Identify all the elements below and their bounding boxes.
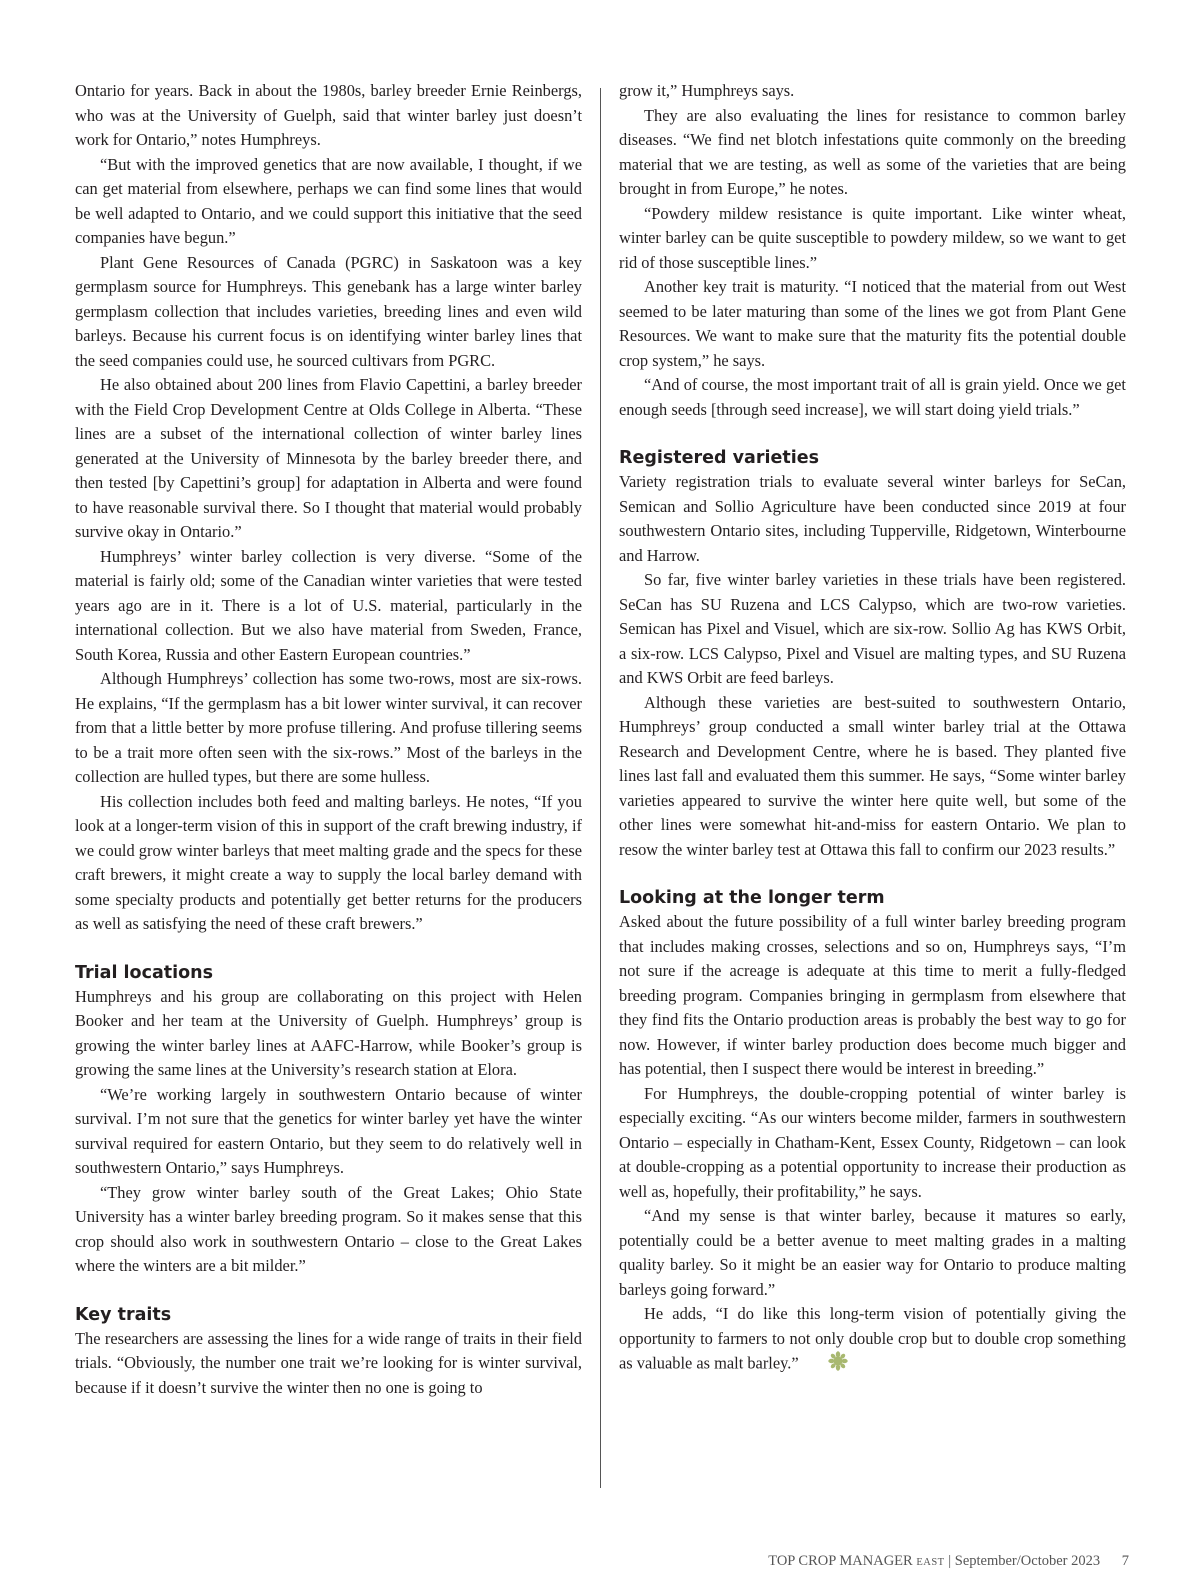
left-paragraphs-1 — [75, 79, 582, 937]
article-paragraph: Asked about the future possibility of a full winter barley breeding program that includes making crosses, selections and so on, Humphreys says, “I’m not sure if the acreage is adequate at this time to merit a fully-fledged breeding program. Companies bringing in germplasm from elsewhere that they find fits the Ontario production areas is probably the best way to go for now. However, if winter barley production does become much bigger and has potential, then I suspect there would be interest in breeding.” — [619, 912, 1126, 1078]
article-paragraph: “And of course, the most important trait of all is grain yield. Once we get enough seeds [through seed increase], we will start doing yield trials.” — [619, 375, 1126, 419]
last-paragraph-text: He adds, “I do like this long-term vision of potentially giving the opportunity to farmers to not only double crop but to double crop something as valuable as malt barley.” — [619, 1304, 1126, 1373]
heading-trial-locations: Trial locations — [75, 962, 214, 983]
leaf-end-mark-icon — [803, 1351, 848, 1379]
heading-registered-varieties: Registered varieties — [619, 448, 820, 468]
article-paragraph: Although Humphreys’ collection has some two-rows, most are six-rows. He explains, “If the germplasm has a bit lower winter survival, it can recover from that a little better by more profuse tillering. And profuse tillering seems to be a trait more often seen with the six-rows.” Most of the barleys in the collection are hulled types, but there are some hulless. — [75, 669, 582, 786]
article-paragraph: Humphreys and his group are collaborating on this project with Helen Booker and her team at the University of Guelph. Humphreys’ group is growing the winter barley lines at AAFC-Harrow, while Booker’s group is growing the same lines at the University’s research station at Elora. — [75, 986, 582, 1079]
article-paragraph-last — [619, 1302, 1126, 1379]
article-paragraph: The researchers are assessing the lines for a wide range of traits in their field trials. “Obviously, the number one trait we’re looking for is winter survival, because if it doesn’t survive the winter then no one is going to — [75, 1328, 582, 1397]
article-paragraph: “But with the improved genetics that are now available, I thought, if we can get material from elsewhere, perhaps we can find some lines that would be well adapted to Ontario, and we could support this initiative that the seed companies have begun.” — [75, 154, 582, 247]
left-column — [75, 79, 582, 1400]
article-paragraph: Another key trait is maturity. “I noticed that the material from out West seemed to be later maturing than some of the lines we got from Plant Gene Resources. We want to make sure that the maturity fits the potential double crop system,” he says. — [619, 277, 1126, 370]
article-paragraph: Humphreys’ winter barley collection is very diverse. “Some of the material is fairly old; some of the Canadian winter varieties that were tested years ago are in it. There is a lot of U.S. material, particularly in the international collection. But we also have material from Sweden, France, South Korea, Russia and other Eastern European countries.” — [75, 546, 582, 664]
footer-separator: | — [948, 1553, 952, 1569]
heading-key-traits: Key traits — [75, 1304, 172, 1325]
article-paragraph: So far, five winter barley varieties in these trials have been registered. SeCan has SU Ruzena and LCS Calypso, which are two-row varieties. Semican has Pixel and Visuel, which are six-row. Sollio Ag has KWS Orbit, a six-row. LCS Calypso, Pixel and Visuel are malting types, and SU Ruzena and KWS Orbit are feed barleys. — [619, 570, 1126, 687]
right-column — [619, 79, 1126, 1379]
page-footer — [768, 1553, 1129, 1570]
magazine-edition: EAST — [916, 1557, 945, 1568]
article-paragraph: Ontario for years. Back in about the 1980s, barley breeder Ernie Reinbergs, who was at the University of Guelph, said that winter barley just doesn’t work for Ontario,” notes Humphreys. — [75, 81, 582, 149]
column-divider — [600, 88, 601, 1488]
right-paragraphs-2 — [619, 470, 1126, 862]
article-paragraph: They are also evaluating the lines for resistance to common barley diseases. “We find net blotch infestations quite commonly on the breeding material that we are testing, as well as some of the varieties that are being brought in from Europe,” he notes. — [619, 105, 1126, 198]
article-paragraph: grow it,” Humphreys says. — [619, 81, 795, 100]
article-paragraph: “We’re working largely in southwestern Ontario because of winter survival. I’m not sure that the genetics for winter barley yet have the winter survival required for eastern Ontario, but they seem to do relatively well in southwestern Ontario,” says Humphreys. — [75, 1084, 582, 1177]
article-paragraph: Variety registration trials to evaluate several winter barleys for SeCan, Semican and Sollio Agriculture have been conducted since 2019 at four southwestern Ontario sites, including Tupperville, Ridgetown, Winterbourne and Harrow. — [619, 472, 1126, 565]
article-paragraph: Plant Gene Resources of Canada (PGRC) in Saskatoon was a key germplasm source for Humphreys. This genebank has a large winter barley germplasm collection that includes varieties, breeding lines and even wild barleys. Because his current focus is on identifying winter barley lines that the seed companies could use, he sourced cultivars from PGRC. — [75, 252, 582, 370]
issue-date: September/October 2023 — [954, 1553, 1101, 1569]
article-paragraph: “And my sense is that winter barley, because it matures so early, potentially could be a better avenue to meet malting grades in a malting quality barley. So it might be an easier way for Ontario to produce malting barleys going forward.” — [619, 1206, 1126, 1299]
right-paragraphs-3 — [619, 910, 1126, 1302]
article-paragraph: He also obtained about 200 lines from Flavio Capettini, a barley breeder with the Field Crop Development Centre at Olds College in Alberta. “These lines are a subset of the international collection of winter barley lines generated at the University of Minnesota by the barley breeder there, and then tested [by Capettini’s group] for adaptation in Alberta and were found to have reasonable survival there. So I thought that material would probably survive okay in Ontario.” — [75, 375, 582, 541]
heading-longer-term: Looking at the longer term — [619, 888, 885, 908]
article-paragraph: His collection includes both feed and malting barleys. He notes, “If you look at a longer-term vision of this in support of the craft brewing industry, if we could grow winter barleys that meet malting grade and the specs for these craft brewers, it might create a way to supply the local barley demand with some specialty products and potentially get better returns for the producers as well as satisfying the need of these craft brewers.” — [75, 791, 582, 933]
article-paragraph: “Powdery mildew resistance is quite important. Like winter wheat, winter barley can be quite susceptible to powdery mildew, so we want to get rid of those susceptible lines.” — [619, 203, 1126, 272]
left-paragraphs-2 — [75, 985, 582, 1279]
left-paragraphs-3 — [75, 1327, 582, 1401]
article-paragraph: For Humphreys, the double-cropping potential of winter barley is especially exciting. “As our winters become milder, farmers in southwestern Ontario – especially in Chatham-Kent, Essex County, Ridgetown – can look at double-cropping as a potential opportunity to increase their production as well as, hopefully, their profitability,” he says. — [619, 1083, 1126, 1201]
article-paragraph: “They grow winter barley south of the Great Lakes; Ohio State University has a winter barley breeding program. So it makes sense that this crop should also work in southwestern Ontario – close to the Great Lakes where the winters are a bit milder.” — [75, 1182, 582, 1275]
magazine-name: TOP CROP MANAGER — [768, 1553, 913, 1569]
page-number: 7 — [1121, 1553, 1129, 1569]
right-paragraphs-1 — [619, 79, 1126, 422]
article-paragraph: Although these varieties are best-suited to southwestern Ontario, Humphreys’ group conducted a small winter barley trial at the Ottawa Research and Development Centre, where he is based. They planted five lines last fall and evaluated them this summer. He says, “Some winter barley varieties appeared to survive the winter here quite well, but some of the other lines were somewhat hit-and-miss for eastern Ontario. We plan to resow the winter barley test at Ottawa this fall to confirm our 2023 results.” — [619, 692, 1126, 859]
